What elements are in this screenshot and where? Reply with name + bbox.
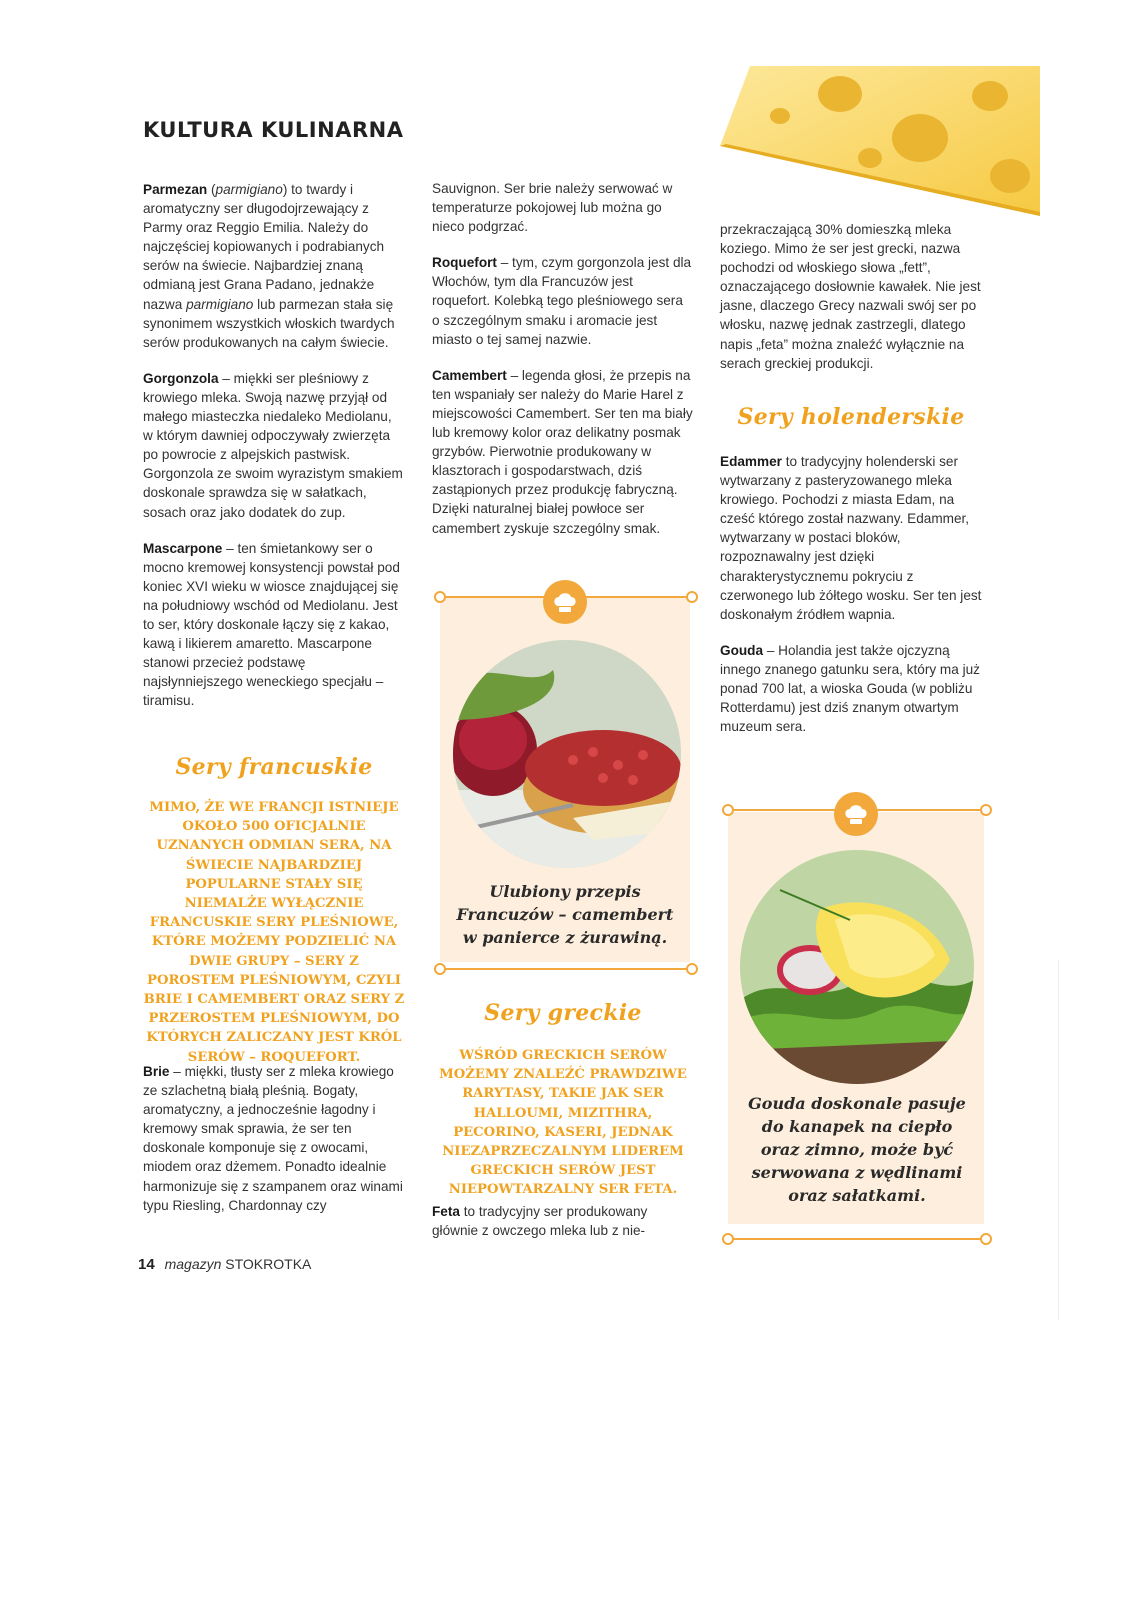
- term-parmezan: Parmezan: [143, 182, 208, 197]
- rule-dot: [722, 804, 734, 816]
- callout-greek: WŚRÓD GRECKICH SERÓW MOŻEMY ZNALEŹĆ PRAWDZIWE RARYTASY, TAKIE JAK SER HALLOUMI, MIZITHRA, PECORINO, KASERI, JEDNAK NIEZAPRZECZALNYM LIDEREM GRECKICH SERÓW JEST NIEPOWTARZALNY SER FETA.: [439, 1048, 687, 1198]
- term-brie: Brie: [143, 1064, 170, 1079]
- chef-hat-icon: [834, 792, 878, 836]
- paragraph-camembert: Camembert – legenda głosi, że przepis na ten wspaniały ser należy do Marie Harel z miejscowości Camembert. Ser ten ma biały lub kremowy kolor oraz delikatny posmak grzybów. Pierwotnie produkowany w klasztorach i gospodarstwach, dziś zastąpionych przez produkcję fabryczną. Dzięki naturalnej białej powłoce ser camembert zyskuje szczególny smak.: [432, 367, 693, 536]
- paragraph-brie: Brie – miękki, tłusty ser z mleka krowiego ze szlachetną białą pleśnią. Bogaty, aromatyczny, a jednocześnie łagodny i kremowy smak sprawia, że ser ten doskonale komponuje się z owocami, miodem oraz dżemem. Ponadto idealnie harmonizuje się z szampanem oraz winami typu Riesling, Chardonnay czy: [143, 1064, 403, 1213]
- term-edammer: Edammer: [720, 454, 782, 469]
- camembert-photo: [453, 640, 681, 868]
- paragraph-gouda: Gouda – Holandia jest także ojczyzną innego znanego gatunku sera, który ma już ponad 700 lat, a wioska Gouda (w pobliżu Rotterdamu) jest dziś znanym otwartym muzeum sera.: [720, 642, 980, 735]
- box-rule-bottom: [734, 1238, 984, 1240]
- cheese-image: [720, 66, 1040, 216]
- caption-camembert: Ulubiony przepis Francuzów – camembert w panierce z żurawiną.: [456, 882, 674, 947]
- column-1: [143, 180, 405, 727]
- paragraph-feta-cont: przekraczającą 30% domieszką mleka koziego. Mimo że ser jest grecki, nazwa pochodzi od włoskiego słowa „fett”, oznaczającego dosłownie kawałek. Nie jest jasne, dlaczego Grecy nazwali swój ser po włosku, nazwę jednak zastrzegli, dlatego napis „feta” można znaleźć wyłącznie na serach greckiej produkcji.: [720, 222, 981, 371]
- magazine-label: magazyn: [164, 1256, 222, 1272]
- caption-gouda: Gouda doskonale pasuje do kanapek na ciepło oraz zimno, może być serwowana z wędlinami oraz sałatkami.: [748, 1094, 966, 1205]
- term-gorgonzola: Gorgonzola: [143, 370, 219, 386]
- rule-dot: [980, 1233, 992, 1245]
- paragraph-mascarpone: Mascarpone – ten śmietankowy ser o mocno kremowej konsystencji powstał pod koniec XVI wieku w wiosce znajdującej się na południowy wschód od Mediolanu. Jest to ser, który doskonale łączy się z kakao, kawą i likierem amaretto. Mascarpone stanowi przecież podstawę najsłynniejszego weneckiego specjału – tiramisu.: [143, 540, 400, 709]
- column-2: [432, 179, 694, 555]
- paragraph-parmezan: Parmezan (parmigiano) to twardy i aromatyczny ser długodojrzewający z Parmy oraz Reggio Emilia. Należy do najczęściej kopiowanych i podrabianych serów na świecie. Najbardziej znaną odmianą jest Grana Padano, jednakże nazwa parmigiano lub parmezan stała się synonimem wszystkich włoskich twardych serów produkowanych na całym świecie.: [143, 182, 395, 350]
- rule-dot: [980, 804, 992, 816]
- paragraph-feta: Feta to tradycyjny ser produkowany głównie z owczego mleka lub z nie-: [432, 1204, 648, 1239]
- term-feta: Feta: [432, 1204, 460, 1219]
- chef-hat-icon: [543, 580, 587, 624]
- rule-dot: [434, 963, 446, 975]
- callout-french: MIMO, ŻE WE FRANCJI ISTNIEJE OKOŁO 500 OFICJALNIE UZNANYCH ODMIAN SERA, NA ŚWIECIE NAJBARDZIEJ POPULARNE STAŁY SIĘ NIEMALŻE WYŁĄCZNIE FRANCUSKIE SERY PLEŚNIOWE, KTÓRE MOŻEMY PODZIELIĆ NA DWIE GRUPY – SERY Z POROSTEM PLEŚNIOWYM, CZYLI BRIE I CAMEMBERT ORAZ SERY Z PRZEROSTEM PLEŚNIOWYM, DO KTÓRYCH ZALICZANY JEST KRÓL SERÓW – ROQUEFORT.: [143, 800, 405, 1065]
- page-footer: [138, 1256, 311, 1273]
- paragraph-edammer: Edammer to tradycyjny holenderski ser wytwarzany z pasteryzowanego mleka krowiego. Pochodzi z miasta Edam, na cześć którego został nazwany. Edammer, wytwarzany w postaci bloków, rozpoznawalny jest dzięki charakterystycznemu pokryciu z czerwonego lub żółtego wosku. Ser ten jest doskonałym źródłem wapnia.: [720, 454, 982, 622]
- paragraph-gorgonzola: Gorgonzola – miękki ser pleśniowy z krowiego mleka. Swoją nazwę przyjął od małego miasteczka niedaleko Mediolanu, w którym dawniej odpoczywały zwierzęta po powrocie z alpejskich pastwisk. Gorgonzola ze swoim wyrazistym smakiem doskonale sprawdza się w sałatkach, sosach oraz jako dodatek do zup.: [143, 370, 403, 520]
- page-number: 14: [138, 1256, 155, 1273]
- paragraph-sauvignon: Sauvignon. Ser brie należy serwować w temperaturze pokojowej lub można go nieco podgrzać.: [432, 181, 673, 235]
- heading-sery-holenderskie: Sery holenderskie: [737, 404, 965, 430]
- section-title: KULTURA KULINARNA: [143, 118, 404, 142]
- box-rule-bottom: [446, 968, 690, 970]
- rule-dot: [686, 963, 698, 975]
- rule-dot: [722, 1233, 734, 1245]
- term-gouda: Gouda: [720, 642, 764, 658]
- column-3: [720, 220, 982, 390]
- heading-sery-greckie: Sery greckie: [484, 1000, 642, 1026]
- column-2-bottom: [432, 1202, 694, 1257]
- gouda-sandwich-photo: [740, 850, 974, 1084]
- column-1-bottom: [143, 1062, 405, 1232]
- heading-sery-francuskie: Sery francuskie: [175, 754, 373, 780]
- paragraph-roquefort: Roquefort – tym, czym gorgonzola jest dla Włochów, tym dla Francuzów jest roquefort. Kolebką tego pleśniowego sera o szczególnym smaku i aromacie jest miasto o tej samej nazwie.: [432, 255, 692, 347]
- term-camembert: Camembert: [432, 367, 507, 383]
- magazine-brand: STOKROTKA: [225, 1256, 312, 1272]
- page-edge-shadow: [1058, 960, 1059, 1320]
- rule-dot: [686, 591, 698, 603]
- rule-dot: [434, 591, 446, 603]
- term-mascarpone: Mascarpone: [143, 540, 223, 556]
- column-3-bottom: [720, 452, 982, 753]
- term-roquefort: Roquefort: [432, 255, 497, 271]
